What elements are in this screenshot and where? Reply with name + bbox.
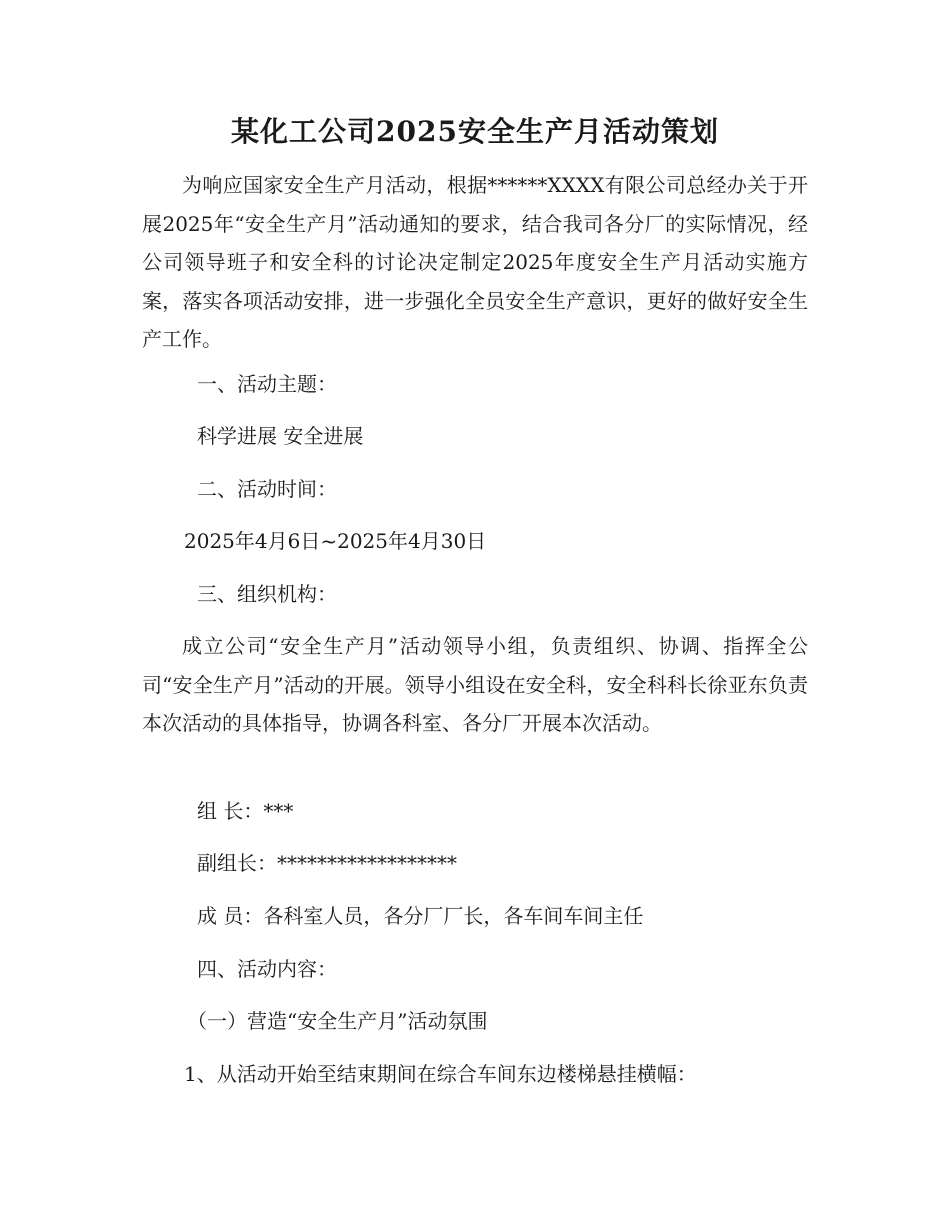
section-heading-time: 二、活动时间： [197, 477, 337, 501]
section-heading-content: 四、活动内容： [197, 957, 337, 981]
activity-theme: 科学进展 安全进展 [197, 424, 364, 448]
section-heading-theme: 一、活动主题： [197, 372, 337, 396]
intro-paragraph: 为响应国家安全生产月活动，根据******XXXX有限公司总经办关于开展2025年“安全生产月”活动通知的要求，结合我司各分厂的实际情况，经公司领导班子和安全科的讨论决定制定2025年度安全生产月活动实施方案，落实各项活动安排，进一步强化全员安全生产意识，更好的做好安全生产工作。 [142, 173, 808, 351]
deputy-leader-line: 副组长：****************** [197, 851, 457, 875]
organization-paragraph: 成立公司“安全生产月”活动领导小组，负责组织、协调、指挥全公司“安全生产月”活动的开展。领导小组设在安全科，安全科科长徐亚东负责本次活动的具体指导，协调各科室、各分厂开展本次活动。 [142, 634, 808, 735]
subsection-heading-atmosphere: （一）营造“安全生产月”活动氛围 [187, 1009, 488, 1033]
section-heading-organization: 三、组织机构： [197, 582, 337, 606]
members-line: 成 员：各科室人员，各分厂厂长，各车间车间主任 [197, 904, 644, 928]
activity-time-range: 2025年4月6日~2025年4月30日 [184, 529, 487, 553]
leader-line: 组 长：*** [197, 799, 294, 823]
document-title: 某化工公司2025安全生产月活动策划 [231, 115, 719, 148]
list-item-banner: 1、从活动开始至结束期间在综合车间东边楼梯悬挂横幅： [184, 1062, 697, 1086]
